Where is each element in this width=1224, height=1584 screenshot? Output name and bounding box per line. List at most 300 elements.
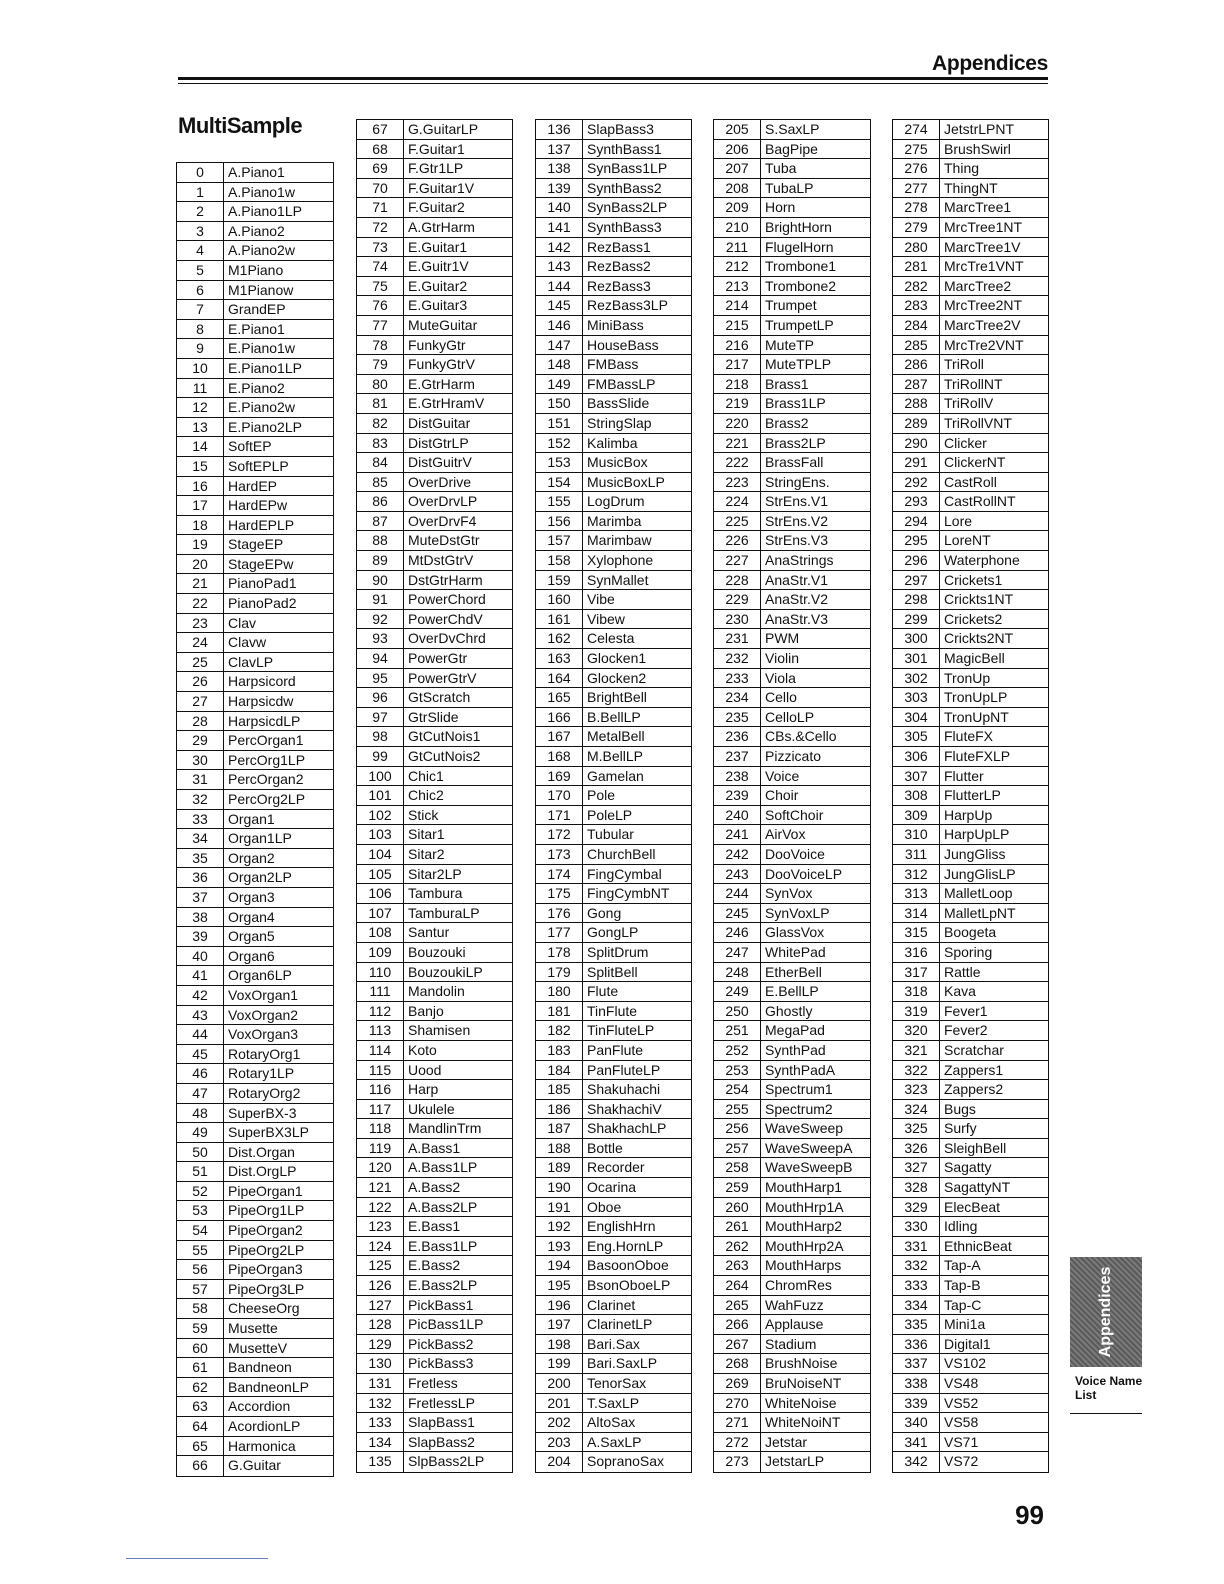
voice-number: 225 [714,512,761,531]
table-row [177,418,333,438]
voice-name: MrcTree1NT [944,218,1023,235]
voice-number: 30 [177,751,224,770]
voice-number: 125 [357,1256,404,1275]
table-row [893,355,1048,375]
voice-number: 282 [893,277,940,296]
voice-name: VoxOrgan1 [228,986,299,1003]
voice-name: AnaStrings [765,552,834,569]
voice-name: PowerChord [408,591,486,608]
table-row [357,884,512,904]
voice-number: 335 [893,1315,940,1334]
voice-number: 196 [536,1296,583,1315]
voice-number: 41 [177,966,224,985]
voice-number: 143 [536,257,583,276]
voice-name: CelloLP [765,708,815,725]
voice-number: 4 [177,241,224,260]
voice-number: 54 [177,1221,224,1240]
voice-name: PowerChdV [408,610,483,627]
voice-number: 255 [714,1100,761,1119]
table-row [893,727,1048,747]
table-row [893,1119,1048,1139]
voice-number: 240 [714,806,761,825]
voice-name: SynthBass3 [587,218,662,235]
table-row [177,1162,333,1182]
voice-name: BrushSwirl [944,140,1011,157]
table-row [536,767,691,787]
voice-number: 330 [893,1217,940,1236]
voice-name: PipeOrg3LP [228,1280,305,1297]
voice-name: Harmonica [228,1437,296,1454]
voice-name: Banjo [408,1002,444,1019]
table-row [177,1006,333,1026]
voice-number: 34 [177,829,224,848]
header-rule-thick [178,77,1048,80]
voice-name: MrcTre1VNT [944,258,1024,275]
table-row [714,1315,870,1335]
voice-name: Fever1 [944,1002,988,1019]
voice-number: 44 [177,1025,224,1044]
table-row [893,590,1048,610]
table-row [893,865,1048,885]
table-row [536,453,691,473]
table-row [536,1002,691,1022]
voice-number: 88 [357,531,404,550]
voice-name: Koto [408,1041,437,1058]
voice-name: Tap-A [944,1257,981,1274]
table-row [357,590,512,610]
voice-name: VS71 [944,1433,979,1450]
voice-number: 228 [714,571,761,590]
voice-number: 200 [536,1374,583,1393]
voice-name: ThingNT [944,179,998,196]
voice-name: ClarinetLP [587,1316,653,1333]
table-row [177,653,333,673]
voice-number: 100 [357,767,404,786]
voice-number: 220 [714,414,761,433]
table-row [714,296,870,316]
table-row [357,1178,512,1198]
voice-name: A.GtrHarm [408,218,475,235]
voice-number: 83 [357,434,404,453]
voice-name: BrightBell [587,689,647,706]
table-row [714,316,870,336]
table-row [536,551,691,571]
voice-number: 286 [893,355,940,374]
table-row [536,806,691,826]
voice-name: Bari.Sax [587,1335,640,1352]
voice-name: ElecBeat [944,1198,1001,1215]
voice-number: 135 [357,1452,404,1472]
table-row [714,806,870,826]
voice-name: E.GtrHramV [408,395,485,412]
voice-number: 279 [893,218,940,237]
voice-name: Zappers2 [944,1081,1004,1098]
voice-number: 293 [893,492,940,511]
voice-name: JetstrLPNT [944,121,1015,137]
table-row [714,669,870,689]
voice-name: SynthPadA [765,1061,836,1078]
voice-number: 165 [536,688,583,707]
table-row [714,825,870,845]
voice-number: 327 [893,1158,940,1177]
voice-name: E.Bass2 [408,1257,461,1274]
voice-name: AltoSax [587,1414,636,1431]
voice-name: Organ2LP [228,869,292,886]
voice-name: Thing [944,160,980,177]
voice-number: 175 [536,884,583,903]
voice-number: 172 [536,825,583,844]
table-row [893,120,1048,140]
voice-name: ChurchBell [587,845,656,862]
voice-number: 146 [536,316,583,335]
table-row [714,1296,870,1316]
voice-name: Applause [765,1316,824,1333]
table-row [714,1276,870,1296]
voice-number: 136 [536,120,583,139]
table-row [177,751,333,771]
table-row [357,982,512,1002]
voice-number: 46 [177,1064,224,1083]
table-row [536,1354,691,1374]
voice-number: 124 [357,1237,404,1256]
voice-name: PoleLP [587,806,633,823]
voice-name: Crickts2NT [944,630,1014,647]
table-row [893,1256,1048,1276]
voice-number: 97 [357,708,404,727]
table-row [536,1256,691,1276]
table-row [177,1260,333,1280]
table-row [357,473,512,493]
voice-name: F.Guitar1V [408,179,475,196]
voice-name: Kava [944,983,976,1000]
voice-name: Ghostly [765,1002,813,1019]
voice-name: HarpUpLP [944,826,1010,843]
voice-name: CBs.&Cello [765,728,837,745]
voice-number: 72 [357,218,404,237]
table-row [714,963,870,983]
voice-name: PanFlute [587,1041,644,1058]
table-row [714,1374,870,1394]
table-row [714,473,870,493]
table-row [714,218,870,238]
voice-name: Crickets1 [944,571,1003,588]
voice-name: MuteTPLP [765,356,832,373]
voice-name: A.Bass1 [408,1139,461,1156]
voice-number: 219 [714,394,761,413]
table-row [714,492,870,512]
table-row [177,202,333,222]
table-row [893,257,1048,277]
voice-number: 153 [536,453,583,472]
voice-name: TinFluteLP [587,1022,655,1039]
voice-name: HarpUp [944,806,993,823]
table-row [536,492,691,512]
table-row [714,551,870,571]
voice-name: FMBass [587,356,639,373]
table-row [177,868,333,888]
table-row [714,610,870,630]
voice-number: 77 [357,316,404,335]
table-row [714,277,870,297]
voice-name: AirVox [765,826,806,843]
voice-number: 23 [177,614,224,633]
voice-number: 333 [893,1276,940,1295]
voice-name: G.GuitarLP [408,121,479,137]
page-header-title: Appendices [931,52,1048,75]
voice-number: 272 [714,1433,761,1452]
voice-number: 302 [893,669,940,688]
table-row [714,1139,870,1159]
table-row [177,555,333,575]
voice-name: Lore [944,512,973,529]
table-row [893,610,1048,630]
table-row [357,629,512,649]
voice-name: FunkyGtrV [408,356,475,373]
table-row [357,708,512,728]
voice-number: 238 [714,767,761,786]
table-row [536,394,691,414]
voice-number: 79 [357,355,404,374]
table-row [357,1335,512,1355]
voice-name: Organ6 [228,947,275,964]
voice-name: Boogeta [944,924,997,941]
voice-name: AnaStr.V1 [765,571,829,588]
voice-number: 148 [536,355,583,374]
voice-name: E.Piano1LP [228,359,302,376]
voice-name: MusetteV [228,1339,288,1356]
voice-number: 103 [357,825,404,844]
table-row [893,198,1048,218]
voice-name: HardEPw [228,497,288,514]
table-row [357,1139,512,1159]
voice-number: 319 [893,1002,940,1021]
voice-number: 78 [357,336,404,355]
voice-name: SynthPad [765,1041,826,1058]
voice-name: StrEns.V3 [765,532,829,549]
voice-number: 11 [177,379,224,398]
table-row [177,379,333,399]
table-row [714,512,870,532]
voice-number: 257 [714,1139,761,1158]
voice-name: E.Guitar2 [408,277,468,294]
voice-name: Digital1 [944,1335,991,1352]
voice-name: Musette [228,1320,278,1337]
voice-number: 261 [714,1217,761,1236]
voice-name: F.Gtr1LP [408,160,464,177]
voice-number: 271 [714,1413,761,1432]
table-row [357,277,512,297]
voice-number: 230 [714,610,761,629]
voice-name: Gamelan [587,767,644,784]
table-row [536,336,691,356]
voice-number: 151 [536,414,583,433]
voice-name: PianoPad2 [228,595,297,612]
table-row [357,1080,512,1100]
voice-name: HardEP [228,477,278,494]
voice-name: MouthHarp2 [765,1218,843,1235]
side-tab-label: Appendices [1097,1266,1114,1358]
table-row [893,825,1048,845]
voice-number: 215 [714,316,761,335]
voice-number: 131 [357,1374,404,1393]
voice-number: 310 [893,825,940,844]
voice-name: LogDrum [587,493,645,510]
table-row [893,649,1048,669]
voice-name: E.Piano1w [228,340,295,357]
voice-name: Tap-C [944,1296,982,1313]
voice-number: 251 [714,1021,761,1040]
voice-number: 139 [536,179,583,198]
table-row [536,1080,691,1100]
table-row [714,1080,870,1100]
voice-name: MuteGuitar [408,316,478,333]
voice-name: A.Bass1LP [408,1159,478,1176]
voice-name: TronUp [944,669,991,686]
voice-number: 127 [357,1296,404,1315]
voice-name: AnaStr.V3 [765,610,829,627]
voice-name: Rotary1LP [228,1065,295,1082]
table-row [357,669,512,689]
table-row [536,1158,691,1178]
voice-number: 123 [357,1217,404,1236]
table-row [357,1119,512,1139]
voice-number: 234 [714,688,761,707]
voice-number: 326 [893,1139,940,1158]
voice-name: VS52 [944,1394,979,1411]
voice-name: Sitar2 [408,845,445,862]
voice-name: FlugelHorn [765,238,834,255]
voice-number: 236 [714,727,761,746]
voice-number: 184 [536,1061,583,1080]
voice-number: 224 [714,492,761,511]
voice-name: Bugs [944,1100,976,1117]
voice-name: GrandEP [228,301,286,318]
table-row [714,1100,870,1120]
voice-name: E.Bass1 [408,1218,461,1235]
voice-name: Sitar2LP [408,865,462,882]
voice-name: SynMallet [587,571,649,588]
voice-name: Tuba [765,160,797,177]
table-row [714,649,870,669]
voice-name: E.Guitr1V [408,258,469,275]
voice-number: 158 [536,551,583,570]
voice-name: Organ2 [228,849,275,866]
voice-number: 108 [357,923,404,942]
voice-number: 87 [357,512,404,531]
voice-name: Vibew [587,610,625,627]
voice-number: 22 [177,594,224,613]
voice-number: 162 [536,629,583,648]
voice-number: 65 [177,1437,224,1456]
table-row [536,531,691,551]
voice-number: 161 [536,610,583,629]
voice-number: 90 [357,571,404,590]
table-row [893,316,1048,336]
table-row [177,1299,333,1319]
voice-number: 36 [177,868,224,887]
voice-number: 258 [714,1158,761,1177]
table-row [357,1217,512,1237]
table-row [714,688,870,708]
table-row [177,594,333,614]
voice-name: S.SaxLP [765,121,820,137]
voice-name: Bottle [587,1139,623,1156]
table-row [714,140,870,160]
table-row [357,649,512,669]
voice-number: 117 [357,1100,404,1119]
voice-number: 211 [714,238,761,257]
table-row [536,904,691,924]
table-row [536,982,691,1002]
table-row [893,277,1048,297]
table-row [177,790,333,810]
voice-number: 82 [357,414,404,433]
voice-number: 248 [714,963,761,982]
voice-name: E.Guitar3 [408,297,468,314]
voice-name: PianoPad1 [228,575,297,592]
table-row [714,708,870,728]
voice-number: 42 [177,986,224,1005]
voice-number: 341 [893,1433,940,1452]
voice-name: JungGlisLP [944,865,1016,882]
voice-number: 56 [177,1260,224,1279]
voice-name: GtScratch [408,689,471,706]
table-row [177,1437,333,1457]
voice-number: 132 [357,1394,404,1413]
voice-name: SuperBX-3 [228,1104,297,1121]
table-row [536,1237,691,1257]
voice-name: EnglishHrn [587,1218,656,1235]
voice-name: A.Piano1w [228,183,295,200]
voice-name: BrightHorn [765,218,832,235]
table-row [536,1335,691,1355]
table-row [177,281,333,301]
voice-name: E.Piano2 [228,379,285,396]
voice-name: MusicBoxLP [587,473,665,490]
voice-name: FluteFX [944,728,994,745]
voice-number: 98 [357,727,404,746]
voice-name: MalletLoop [944,885,1013,902]
voice-name: Harp [408,1081,439,1098]
voice-name: SoftChoir [765,806,824,823]
table-row [177,1045,333,1065]
voice-name: TamburaLP [408,904,480,921]
voice-number: 144 [536,277,583,296]
voice-name: StageEP [228,536,284,553]
table-row [536,512,691,532]
table-row [357,198,512,218]
table-row [536,825,691,845]
voice-number: 9 [177,339,224,358]
table-row [357,1315,512,1335]
voice-number: 173 [536,845,583,864]
table-row [357,375,512,395]
voice-number: 150 [536,394,583,413]
table-row [357,394,512,414]
table-row [714,884,870,904]
voice-name: Stadium [765,1335,817,1352]
voice-name: TriRoll [944,356,984,373]
voice-name: GtrSlide [408,708,459,725]
voice-name: OverDrvF4 [408,512,477,529]
voice-name: Dist.OrgLP [228,1163,297,1180]
voice-number: 114 [357,1041,404,1060]
voice-name: Horn [765,199,796,216]
voice-name: MiniBass [587,316,644,333]
voice-name: Jetstar [765,1433,808,1450]
voice-number: 159 [536,571,583,590]
voice-number: 49 [177,1123,224,1142]
